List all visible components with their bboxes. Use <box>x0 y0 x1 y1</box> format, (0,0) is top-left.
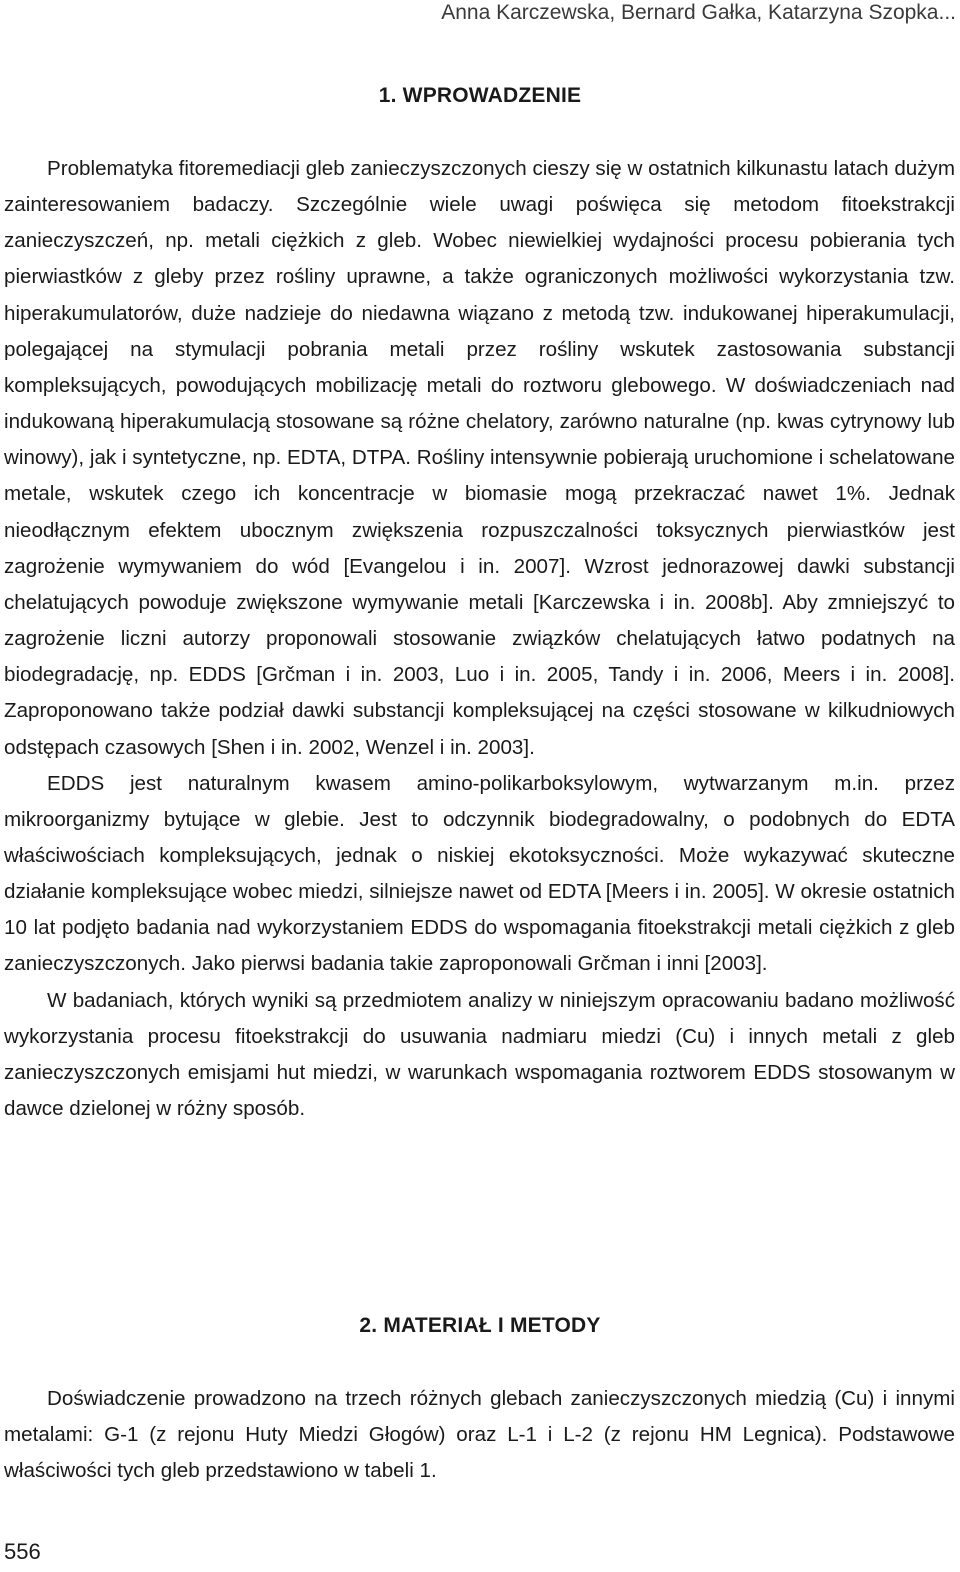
paragraph: EDDS jest naturalnym kwasem amino-polikarboksylowym, wytwarzanym m.in. przez mikroorganizmy bytujące w glebie. Jest to odczynnik biodegradowalny, o podobnych do EDTA właściwościach kompleksujących, jednak o niskiej ekotoksyczności. Może wykazywać skuteczne działanie kompleksujące wobec miedzi, silniejsze nawet od EDTA [Meers i in. 2005]. W okresie ostatnich 10 lat podjęto badania nad wykorzystaniem EDDS do wspomagania fitoekstrakcji metali ciężkich z gleb zanieczyszczonych. Jako pierwsi badania takie zaproponowali Grčman i inni [2003]. <box>4 771 955 976</box>
introduction-body <box>4 151 955 1127</box>
section-heading-materials-methods: 2. MATERIAŁ I METODY <box>359 1314 601 1337</box>
running-title: Anna Karczewska, Bernard Gałka, Katarzyna Szopka... <box>441 1 956 24</box>
paragraph: Problematyka fitoremediacji gleb zanieczyszczonych cieszy się w ostatnich kilkunastu latach dużym zainteresowaniem badaczy. Szczególnie wiele uwagi poświęca się metodom fitoekstrakcji zanieczyszczeń, np. metali ciężkich z gleb. Wobec niewielkiej wydajności procesu pobierania tych pierwiastków z gleby przez rośliny uprawne, a także ograniczonych możliwości wykorzystania tzw. hiperakumulatorów, duże nadzieje do niedawna wiązano z metodą tzw. indukowanej hiperakumulacji, polegającej na stymulacji pobrania metali przez rośliny wskutek zastosowania substancji kompleksujących, powodujących mobilizację metali do roztworu glebowego. W doświadczeniach nad indukowaną hiperakumulacją stosowane są różne chelatory, zarówno naturalne (np. kwas cytrynowy lub winowy), jak i syntetyczne, np. EDTA, DTPA. Rośliny intensywnie pobierają uruchomione i schelatowane metale, wskutek czego ich koncentracje w biomasie mogą przekraczać nawet 1%. Jednak nieodłącznym efektem ubocznym zwiększenia rozpuszczalności toksycznych pierwiastków jest zagrożenie wymywaniem do wód [Evangelou i in. 2007]. Wzrost jednorazowej dawki substancji chelatujących powoduje zwiększone wymywanie metali [Karczewska i in. 2008b]. Aby zmniejszyć to zagrożenie liczni autorzy proponowali stosowanie związków chelatujących łatwo podatnych na biodegradację, np. EDDS [Grčman i in. 2003, Luo i in. 2005, Tandy i in. 2006, Meers i in. 2008]. Zaproponowano także podział dawki substancji kompleksującej na części stosowane w kilkudniowych odstępach czasowych [Shen i in. 2002, Wenzel i in. 2003]. <box>4 157 955 759</box>
running-header <box>0 0 960 26</box>
page-number: 556 <box>4 1539 41 1564</box>
paragraph: W badaniach, których wyniki są przedmiotem analizy w niniejszym opracowaniu badano możliwość wykorzystania procesu fitoekstrakcji do usuwania nadmiaru miedzi (Cu) i innych metali z gleb zanieczyszczonych emisjami hut miedzi, w warunkach wspomagania roztworem EDDS stosowanym w dawce dzielonej w różny sposób. <box>4 988 955 1121</box>
paragraph: Doświadczenie prowadzono na trzech różnych glebach zanieczyszczonych miedzią (Cu) i innymi metalami: G-1 (z rejonu Huty Miedzi Głogów) oraz L-1 i L-2 (z rejonu HM Legnica). Podstawowe właściwości tych gleb przedstawiono w tabeli 1. <box>4 1387 955 1483</box>
section-heading-introduction: 1. WPROWADZENIE <box>378 84 582 107</box>
methods-body <box>4 1381 955 1489</box>
